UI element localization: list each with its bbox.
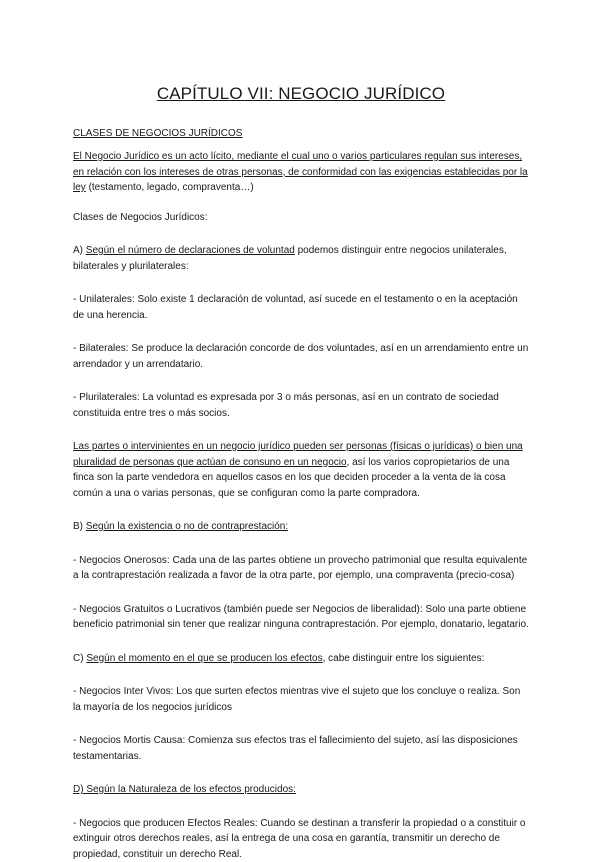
section-b-heading-paragraph [73, 519, 529, 535]
section-c-paragraph [73, 651, 529, 667]
intro-definition: El Negocio Jurídico es un acto lícito, mediante el cual uno o varios particulares regulan sus intereses, en relación con los intereses de otras personas, de conformidad con las exigencias establecidas por la ley [73, 151, 528, 193]
section-heading: CLASES DE NEGOCIOS JURÍDICOS [73, 128, 529, 139]
chapter-title: CAPÍTULO VII: NEGOCIO JURÍDICO [73, 84, 529, 104]
section-a-paragraph [73, 243, 529, 274]
section-c-text: , cabe distinguir entre los siguientes: [323, 653, 485, 664]
partes-text: , así los varios copropietarios de una finca son la parte vendedora en aquellos casos en los que deciden proceder a la venta de la cosa común a una o varias personas, que se configuran como la parte compradora. [73, 457, 509, 499]
section-b-heading: Según la existencia o no de contraprestación: [86, 521, 288, 532]
plurilaterales-paragraph: - Plurilaterales: La voluntad es expresada por 3 o más personas, así en un contrato de sociedad constituida entre tres o más socios. [73, 390, 529, 421]
partes-underlined: Las partes o intervinientes en un negocio jurídico pueden ser personas (físicas o jurídicas) o bien una pluralidad de personas que actúan de consuno en un negocio [73, 441, 523, 468]
section-a-text: podemos distinguir entre negocios unilaterales, bilaterales y plurilaterales: [73, 245, 507, 272]
efectos-reales-paragraph: - Negocios que producen Efectos Reales: Cuando se destinan a transferir la propiedad o a constituir o extinguir otros derechos reales, así la entrega de una cosa en garantía, transmitir un derecho de propiedad, constituir un derecho Real. [73, 816, 529, 862]
section-d-heading-paragraph [73, 782, 529, 798]
section-a-heading: Según el número de declaraciones de voluntad [86, 245, 295, 256]
clases-label: Clases de Negocios Jurídicos: [73, 210, 529, 226]
unilaterales-paragraph: - Unilaterales: Solo existe 1 declaración de voluntad, así sucede en el testamento o en la aceptación de una herencia. [73, 292, 529, 323]
bilaterales-paragraph: - Bilaterales: Se produce la declaración concorde de dos voluntades, así en un arrendamiento entre un arrendador y un arrendatario. [73, 341, 529, 372]
section-b-prefix: B) [73, 521, 86, 532]
section-a-prefix: A) [73, 245, 86, 256]
onerosos-paragraph: - Negocios Onerosos: Cada una de las partes obtiene un provecho patrimonial que resulta equivalente a la contraprestación realizada a favor de la otra parte, por ejemplo, una compraventa (precio-cosa) [73, 553, 529, 584]
section-d-heading: D) Según la Naturaleza de los efectos producidos: [73, 784, 296, 795]
intro-paragraph [73, 149, 529, 196]
section-c-heading: Según el momento en el que se producen los efectos [86, 653, 322, 664]
gratuitos-paragraph: - Negocios Gratuitos o Lucrativos (también puede ser Negocios de liberalidad): Solo una parte obtiene beneficio patrimonial sin tener que realizar ninguna contraprestación. Por ejemplo, donatario, legatario. [73, 602, 529, 633]
mortis-causa-paragraph: - Negocios Mortis Causa: Comienza sus efectos tras el fallecimiento del sujeto, así las disposiciones testamentarias. [73, 733, 529, 764]
inter-vivos-paragraph: - Negocios Inter Vivos: Los que surten efectos mientras vive el sujeto que los concluye o realiza. Son la mayoría de los negocios jurídicos [73, 684, 529, 715]
intro-examples: (testamento, legado, compraventa…) [86, 182, 254, 193]
section-c-prefix: C) [73, 653, 86, 664]
partes-paragraph [73, 439, 529, 501]
